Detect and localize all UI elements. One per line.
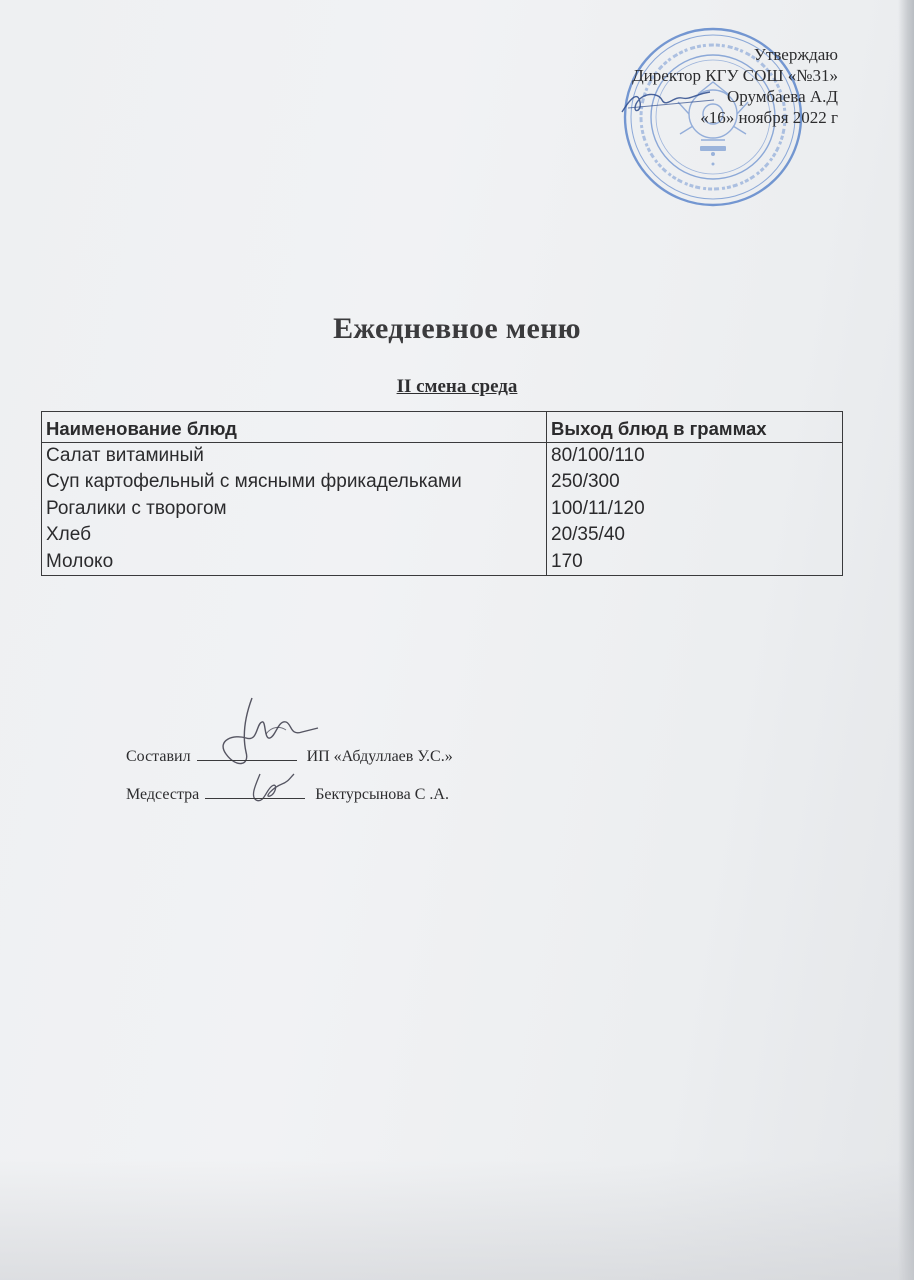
approval-heading: Утверждаю — [753, 45, 838, 64]
dish-name: Рогалики с творогом — [42, 496, 547, 522]
approval-director-position: Директор КГУ СОШ «№31» — [632, 66, 838, 85]
approval-block — [632, 44, 838, 128]
dish-name: Салат витаминый — [42, 443, 547, 470]
nurse-line — [126, 784, 449, 804]
column-header-dish: Наименование блюд — [42, 412, 547, 443]
dish-portion: 250/300 — [547, 469, 843, 495]
nurse-label: Медсестра — [126, 786, 200, 803]
signature-blank — [205, 784, 305, 799]
page-title: Ежедневное меню — [333, 312, 581, 345]
table-header-row — [42, 412, 843, 443]
table-row — [42, 469, 843, 495]
menu-table — [41, 411, 843, 576]
dish-portion: 170 — [547, 549, 843, 576]
signature-blank — [197, 746, 297, 761]
approval-date: «16» ноября 2022 г — [700, 108, 838, 127]
dish-name: Молоко — [42, 549, 547, 576]
composed-by-label: Составил — [126, 748, 191, 765]
composed-by-name: ИП «Абдуллаев У.С.» — [306, 748, 453, 765]
table-row — [42, 522, 843, 548]
approval-director-name: Орумбаева А.Д — [726, 87, 838, 106]
dish-name: Хлеб — [42, 522, 547, 548]
dish-name: Суп картофельный с мясными фрикадельками — [42, 469, 547, 495]
table-row — [42, 549, 843, 576]
table-row — [42, 496, 843, 522]
subtitle-text: II смена среда — [396, 376, 518, 397]
composed-by-line — [126, 746, 453, 766]
table-row — [42, 443, 843, 470]
column-header-portion: Выход блюд в граммах — [547, 412, 843, 443]
page-edge-shadow — [898, 0, 914, 1280]
page-subtitle — [0, 376, 914, 398]
dish-portion: 80/100/110 — [547, 443, 843, 470]
dish-portion: 100/11/120 — [547, 496, 843, 522]
page-bottom-shadow — [0, 1160, 914, 1280]
nurse-name: Бектурсынова С .А. — [315, 786, 449, 803]
dish-portion: 20/35/40 — [547, 522, 843, 548]
